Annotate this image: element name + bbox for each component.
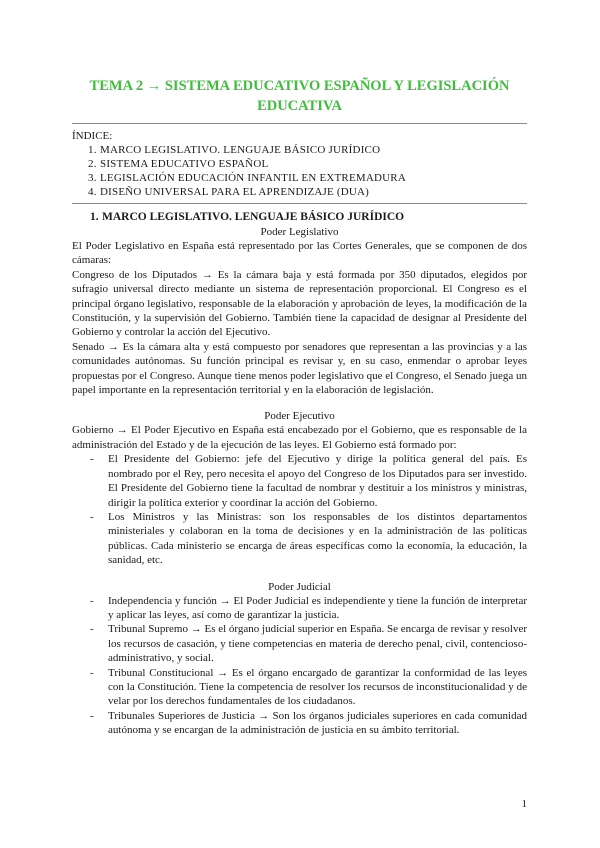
subheading-ejecutivo: Poder Ejecutivo xyxy=(264,410,335,423)
index-item-number: 1. xyxy=(88,144,97,156)
index-list xyxy=(72,143,527,199)
dash-bullet: - xyxy=(90,594,94,607)
section-heading-text: MARCO LEGISLATIVO. LENGUAJE BÁSICO JURÍDICO xyxy=(102,211,405,223)
index-item-number: 4. xyxy=(88,186,97,198)
document-title xyxy=(72,76,527,116)
dash-bullet: - xyxy=(90,666,94,679)
list-item xyxy=(72,666,527,709)
index-section xyxy=(72,124,527,201)
index-item-text: DISEÑO UNIVERSAL PARA EL APRENDIZAJE (DUA) xyxy=(100,186,370,198)
judicial-list xyxy=(72,594,527,738)
index-item xyxy=(72,157,527,171)
list-item-text: Tribunales Superiores de Justicia → Son los órganos judiciales superiores en cada comunidad autónoma y se encargan de la administración de justicia en su ámbito territorial. xyxy=(108,709,527,737)
dash-bullet: - xyxy=(90,623,94,636)
index-item xyxy=(72,143,527,157)
dash-bullet: - xyxy=(90,709,94,722)
congreso-paragraph: Congreso de los Diputados → Es la cámara baja y está formada por 350 diputados, elegidos por sufragio universal directo mediante un sistema de representación proporcional. El Congreso es el principal órgano legislativo, responsable de la elaboración y aprobación de leyes, la modificación de la Constitución, y la supervisión del Gobierno. También tiene la capacidad de designar al Presidente del Gobierno y controlar la acción del Ejecutivo. xyxy=(72,268,527,339)
index-item-number: 3. xyxy=(88,172,97,184)
list-item xyxy=(72,452,527,510)
list-item xyxy=(72,510,527,568)
list-item-text: Independencia y función → El Poder Judicial es independiente y tiene la función de interpretar y aplicar las leyes, así como de garantizar la justicia. xyxy=(108,594,527,621)
subheading-judicial: Poder Judicial xyxy=(268,580,331,593)
index-item-text: SISTEMA EDUCATIVO ESPAÑOL xyxy=(100,158,269,170)
index-divider xyxy=(72,203,527,204)
index-item xyxy=(72,185,527,199)
index-item-text: MARCO LEGISLATIVO. LENGUAJE BÁSICO JURÍDICO xyxy=(100,144,381,156)
list-item-text: El Presidente del Gobierno: jefe del Ejecutivo y dirige la política general del país. Es nombrado por el Rey, pero necesita el apoyo del Congreso de los Diputados para ser investido. El Presidente del Gobierno tiene la facultad de nombrar y destituir a los ministros y ministras, dirigir la política exterior y coordinar la acción del Gobierno. xyxy=(108,453,527,509)
index-item-text: LEGISLACIÓN EDUCACIÓN INFANTIL EN EXTREMADURA xyxy=(100,172,406,184)
dash-bullet: - xyxy=(90,453,94,466)
page-content xyxy=(72,76,527,738)
ejecutivo-intro: Gobierno → El Poder Ejecutivo en España está encabezado por el Gobierno, que es responsable de la administración del Estado y de la ejecución de las leyes. El Gobierno está formado por: xyxy=(72,424,527,451)
index-label: ÍNDICE: xyxy=(72,130,113,142)
list-item xyxy=(72,594,527,623)
list-item xyxy=(72,622,527,665)
list-item-text: Tribunal Supremo → Es el órgano judicial superior en España. Se encarga de revisar y resolver los recursos de casación, y tiene competencias en materia de derecho penal, civil, contencioso-administrativo, y social. xyxy=(108,623,527,665)
list-item-text: Los Ministros y las Ministras: son los responsables de los distintos departamentos ministeriales y colaboran en la toma de decisiones y en la administración de las políticas públicas. Cada ministerio se encarga de áreas específicas como la economía, la educación, la sanidad, etc. xyxy=(108,510,527,567)
dash-bullet: - xyxy=(90,510,94,523)
subheading-legislativo: Poder Legislativo xyxy=(260,226,339,238)
ejecutivo-list xyxy=(72,452,527,567)
index-item xyxy=(72,171,527,185)
section-number: 1. xyxy=(90,211,99,223)
title-line-1: TEMA 2 → SISTEMA EDUCATIVO ESPAÑOL Y LEGISLACIÓN xyxy=(89,78,510,94)
section-heading xyxy=(72,210,527,225)
list-item-text: Tribunal Constitucional → Es el órgano encargado de garantizar la conformidad de las leyes con la Constitución. Tiene la competencia de resolver los recursos de inconstitucionalidad y de velar por los derechos fundamentales de los ciudadanos. xyxy=(108,666,527,708)
title-line-2: EDUCATIVA xyxy=(257,98,342,114)
page-number: 1 xyxy=(521,798,527,810)
legislativo-intro: El Poder Legislativo en España está representado por las Cortes Generales, que se componen de dos cámaras: xyxy=(72,240,527,267)
list-item xyxy=(72,709,527,738)
index-item-number: 2. xyxy=(88,158,97,170)
senado-paragraph: Senado → Es la cámara alta y está compuesto por senadores que representan a las provincias y a las comunidades autónomas. Su función principal es revisar y, en su caso, enmendar o aprobar leyes propuestas por el Congreso. Aunque tiene menos poder legislativo que el Congreso, el Senado juega un papel importante en la representación territorial y en la elaboración de legislación. xyxy=(72,340,527,397)
